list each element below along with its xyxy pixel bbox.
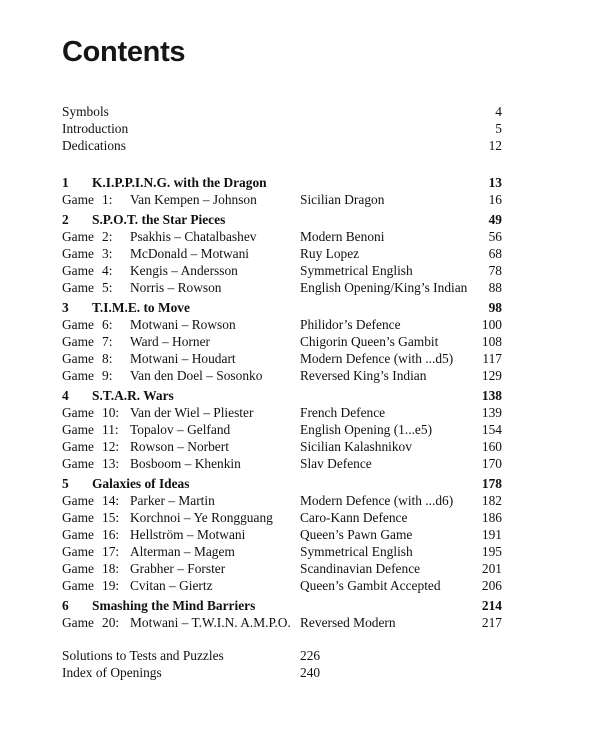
game-number: 11: [102, 422, 119, 437]
chapter-heading[interactable] [62, 211, 502, 228]
game-players: Cvitan – Giertz [130, 578, 213, 593]
game-players: Norris – Rowson [130, 280, 222, 295]
game-page: 129 [481, 368, 502, 383]
game-label: Game [62, 527, 94, 542]
game-opening: Modern Benoni [300, 229, 385, 244]
entry-label: Introduction [62, 121, 129, 136]
game-number: 19: [102, 578, 120, 593]
game-label: Game [62, 561, 94, 576]
game-page: 88 [488, 280, 502, 295]
game-players: Rowson – Norbert [130, 439, 229, 454]
chapter-title: K.I.P.P.I.N.G. with the Dragon [92, 175, 267, 190]
game-entry[interactable] [62, 367, 502, 384]
game-opening: English Opening/King’s Indian [300, 280, 468, 295]
chapter-heading[interactable] [62, 174, 502, 191]
game-page: 139 [481, 405, 502, 420]
game-players: Hellström – Motwani [130, 527, 246, 542]
chapter-number: 4 [62, 388, 69, 403]
front-matter-entry[interactable] [62, 137, 502, 154]
game-number: 15: [102, 510, 120, 525]
chapter-number: 2 [62, 212, 69, 227]
game-number: 13: [102, 456, 120, 471]
game-players: Topalov – Gelfand [130, 422, 231, 437]
game-opening: Ruy Lopez [300, 246, 360, 261]
game-number: 17: [102, 544, 120, 559]
chapter-heading[interactable] [62, 475, 502, 492]
game-entry[interactable] [62, 492, 502, 509]
game-label: Game [62, 510, 94, 525]
game-opening: Queen’s Gambit Accepted [300, 578, 441, 593]
game-players: Psakhis – Chatalbashev [130, 229, 257, 244]
game-page: 182 [481, 493, 502, 508]
game-label: Game [62, 456, 94, 471]
game-page: 68 [488, 246, 502, 261]
game-label: Game [62, 405, 94, 420]
chapter-title: Smashing the Mind Barriers [92, 598, 256, 613]
game-number: 20: [102, 615, 120, 630]
game-page: 16 [488, 192, 502, 207]
game-entry[interactable] [62, 543, 502, 560]
game-entry[interactable] [62, 228, 502, 245]
back-matter-entry[interactable] [62, 647, 502, 664]
game-page: 154 [481, 422, 502, 437]
game-page: 117 [482, 351, 502, 366]
game-opening: Symmetrical English [300, 263, 413, 278]
game-players: Motwani – Houdart [130, 351, 236, 366]
game-entry[interactable] [62, 577, 502, 594]
game-entry[interactable] [62, 526, 502, 543]
game-page: 78 [488, 263, 502, 278]
entry-label: Dedications [62, 138, 126, 153]
chapter-number: 6 [62, 598, 69, 613]
game-entry[interactable] [62, 560, 502, 577]
entry-label: Symbols [62, 104, 109, 119]
game-opening: Queen’s Pawn Game [300, 527, 413, 542]
game-number: 12: [102, 439, 120, 454]
chapter-page: 214 [481, 598, 502, 613]
game-page: 170 [481, 456, 502, 471]
game-entry[interactable] [62, 614, 502, 631]
game-label: Game [62, 334, 94, 349]
game-number: 8: [102, 351, 113, 366]
game-page: 56 [488, 229, 502, 244]
game-page: 160 [481, 439, 502, 454]
game-number: 1: [102, 192, 113, 207]
game-entry[interactable] [62, 333, 502, 350]
game-players: Kengis – Andersson [130, 263, 238, 278]
game-label: Game [62, 280, 94, 295]
game-label: Game [62, 351, 94, 366]
game-players: Van Kempen – Johnson [130, 192, 257, 207]
chapter-title: T.I.M.E. to Move [92, 300, 190, 315]
entry-label: Solutions to Tests and Puzzles [62, 648, 224, 663]
game-players: Korchnoi – Ye Rongguang [130, 510, 273, 525]
game-label: Game [62, 192, 94, 207]
chapter-page: 178 [481, 476, 502, 491]
game-opening: French Defence [300, 405, 386, 420]
game-page: 108 [481, 334, 502, 349]
chapter-title: Galaxies of Ideas [92, 476, 190, 491]
game-opening: Reversed Modern [300, 615, 396, 630]
game-label: Game [62, 544, 94, 559]
entry-page: 5 [495, 121, 502, 136]
chapter-title: S.P.O.T. the Star Pieces [92, 212, 226, 227]
game-opening: English Opening (1...e5) [300, 422, 433, 437]
game-players: McDonald – Motwani [130, 246, 250, 261]
game-players: Van den Doel – Sosonko [130, 368, 263, 383]
game-page: 195 [481, 544, 502, 559]
chapter-heading[interactable] [62, 299, 502, 316]
chapter-number: 5 [62, 476, 69, 491]
game-page: 191 [481, 527, 502, 542]
game-opening: Modern Defence (with ...d6) [300, 493, 454, 508]
game-opening: Sicilian Kalashnikov [300, 439, 412, 454]
entry-page: 4 [495, 104, 502, 119]
game-label: Game [62, 368, 94, 383]
game-number: 10: [102, 405, 120, 420]
game-number: 5: [102, 280, 113, 295]
game-entry[interactable] [62, 191, 502, 208]
chapter-page: 138 [481, 388, 502, 403]
game-players: Motwani – Rowson [130, 317, 236, 332]
entry-page: 12 [488, 138, 502, 153]
game-label: Game [62, 439, 94, 454]
game-entry[interactable] [62, 245, 502, 262]
game-opening: Chigorin Queen’s Gambit [300, 334, 439, 349]
game-opening: Scandinavian Defence [300, 561, 421, 576]
game-opening: Reversed King’s Indian [300, 368, 427, 383]
game-entry[interactable] [62, 316, 502, 333]
game-opening: Sicilian Dragon [300, 192, 385, 207]
front-matter-entry[interactable] [62, 120, 502, 137]
game-opening: Symmetrical English [300, 544, 413, 559]
chapter-page: 49 [488, 212, 502, 227]
game-number: 7: [102, 334, 113, 349]
game-page: 201 [481, 561, 502, 576]
entry-label: Index of Openings [62, 665, 162, 680]
chapter-heading[interactable] [62, 597, 502, 614]
game-opening: Philidor’s Defence [300, 317, 401, 332]
entry-page: 226 [300, 648, 321, 663]
game-number: 18: [102, 561, 120, 576]
game-page: 186 [481, 510, 502, 525]
game-number: 9: [102, 368, 113, 383]
back-matter-entry[interactable] [62, 664, 502, 681]
game-entry[interactable] [62, 455, 502, 472]
game-number: 16: [102, 527, 120, 542]
game-entry[interactable] [62, 421, 502, 438]
game-players: Bosboom – Khenkin [130, 456, 241, 471]
game-players: Alterman – Magem [130, 544, 235, 559]
game-page: 206 [481, 578, 502, 593]
game-label: Game [62, 615, 94, 630]
game-opening: Modern Defence (with ...d5) [300, 351, 454, 366]
game-players: Parker – Martin [130, 493, 215, 508]
game-page: 100 [481, 317, 502, 332]
chapter-title: S.T.A.R. Wars [92, 388, 174, 403]
game-label: Game [62, 422, 94, 437]
game-page: 217 [481, 615, 502, 630]
game-number: 14: [102, 493, 120, 508]
chapter-number: 3 [62, 300, 69, 315]
chapter-heading[interactable] [62, 387, 502, 404]
game-entry[interactable] [62, 509, 502, 526]
game-label: Game [62, 578, 94, 593]
front-matter-entry[interactable] [62, 103, 502, 120]
chapter-number: 1 [62, 175, 69, 190]
game-label: Game [62, 263, 94, 278]
game-label: Game [62, 229, 94, 244]
game-opening: Slav Defence [300, 456, 372, 471]
game-number: 2: [102, 229, 113, 244]
game-label: Game [62, 317, 94, 332]
game-number: 3: [102, 246, 113, 261]
game-players: Van der Wiel – Pliester [130, 405, 254, 420]
game-entry[interactable] [62, 404, 502, 421]
game-players: Ward – Horner [130, 334, 210, 349]
game-number: 4: [102, 263, 113, 278]
page-title: Contents [62, 36, 186, 68]
game-opening: Caro-Kann Defence [300, 510, 408, 525]
game-players: Grabher – Forster [130, 561, 226, 576]
chapter-page: 98 [488, 300, 502, 315]
game-entry[interactable] [62, 350, 502, 367]
game-label: Game [62, 493, 94, 508]
game-entry[interactable] [62, 279, 502, 296]
game-entry[interactable] [62, 438, 502, 455]
game-players: Motwani – T.W.I.N. A.M.P.O. [130, 615, 291, 630]
game-label: Game [62, 246, 94, 261]
chapter-page: 13 [488, 175, 502, 190]
game-entry[interactable] [62, 262, 502, 279]
entry-page: 240 [300, 665, 321, 680]
game-number: 6: [102, 317, 113, 332]
